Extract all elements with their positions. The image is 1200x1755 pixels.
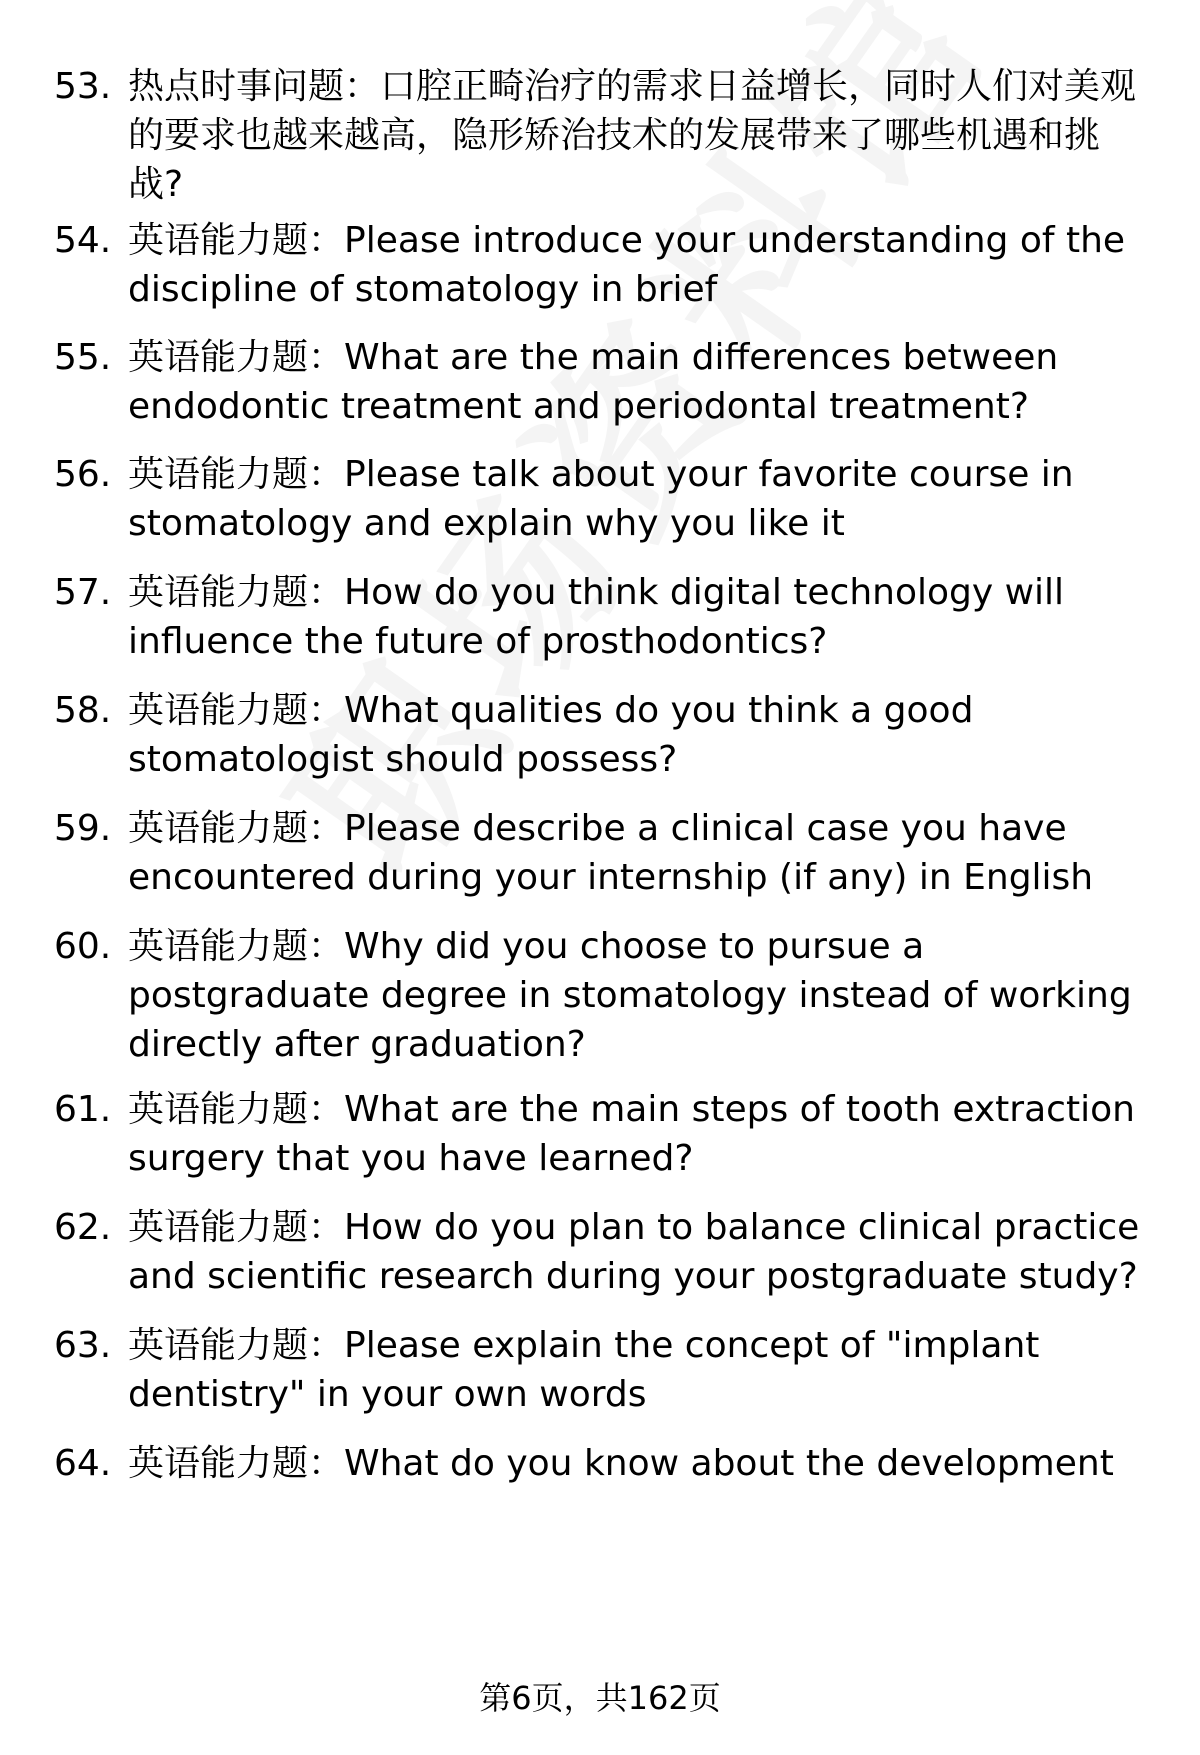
question-text: 英语能力题：What are the main steps of tooth extraction surgery that you have learned?: [128, 1089, 1135, 1179]
question-text: 英语能力题：How do you plan to balance clinical practice and scientific research during your postgraduate study?: [128, 1207, 1140, 1297]
question-number: 53.: [54, 66, 112, 107]
question-text: 英语能力题：Please introduce your understanding of the discipline of stomatology in brief: [128, 220, 1126, 310]
question-number: 56.: [54, 454, 112, 495]
question-text: 英语能力题：Please talk about your favorite course in stomatology and explain why you like it: [128, 454, 1074, 544]
question-number: 63.: [54, 1325, 112, 1366]
question-number: 57.: [54, 572, 112, 613]
page-footer: 第6页，共162页: [479, 1679, 721, 1717]
question-number: 59.: [54, 808, 112, 849]
question-number: 62.: [54, 1207, 112, 1248]
question-text: 英语能力题：Please explain the concept of "implant dentistry" in your own words: [128, 1325, 1040, 1415]
question-number: 64.: [54, 1443, 112, 1484]
question-text: 英语能力题：How do you think digital technology will influence the future of prosthodontics?: [128, 572, 1065, 662]
question-number: 61.: [54, 1089, 112, 1130]
question-text: 英语能力题：What qualities do you think a good stomatologist should possess?: [128, 690, 974, 780]
question-text: 英语能力题：Why did you choose to pursue a postgraduate degree in stomatology instead of working directly after graduation?: [128, 926, 1132, 1065]
question-number: 60.: [54, 926, 112, 967]
question-number: 55.: [54, 337, 112, 378]
question-text: 英语能力题：What are the main differences between endodontic treatment and periodontal treatment?: [128, 337, 1059, 427]
question-number: 58.: [54, 690, 112, 731]
question-number: 54.: [54, 220, 112, 261]
question-text: 英语能力题：What do you know about the development: [128, 1443, 1114, 1484]
question-text: 英语能力题：Please describe a clinical case you have encountered during your internship (if any) in English: [128, 808, 1094, 898]
question-text: 热点时事问题：口腔正畸治疗的需求日益增长，同时人们对美观的要求也越来越高，隐形矫治技术的发展带来了哪些机遇和挑战?: [128, 66, 1137, 205]
